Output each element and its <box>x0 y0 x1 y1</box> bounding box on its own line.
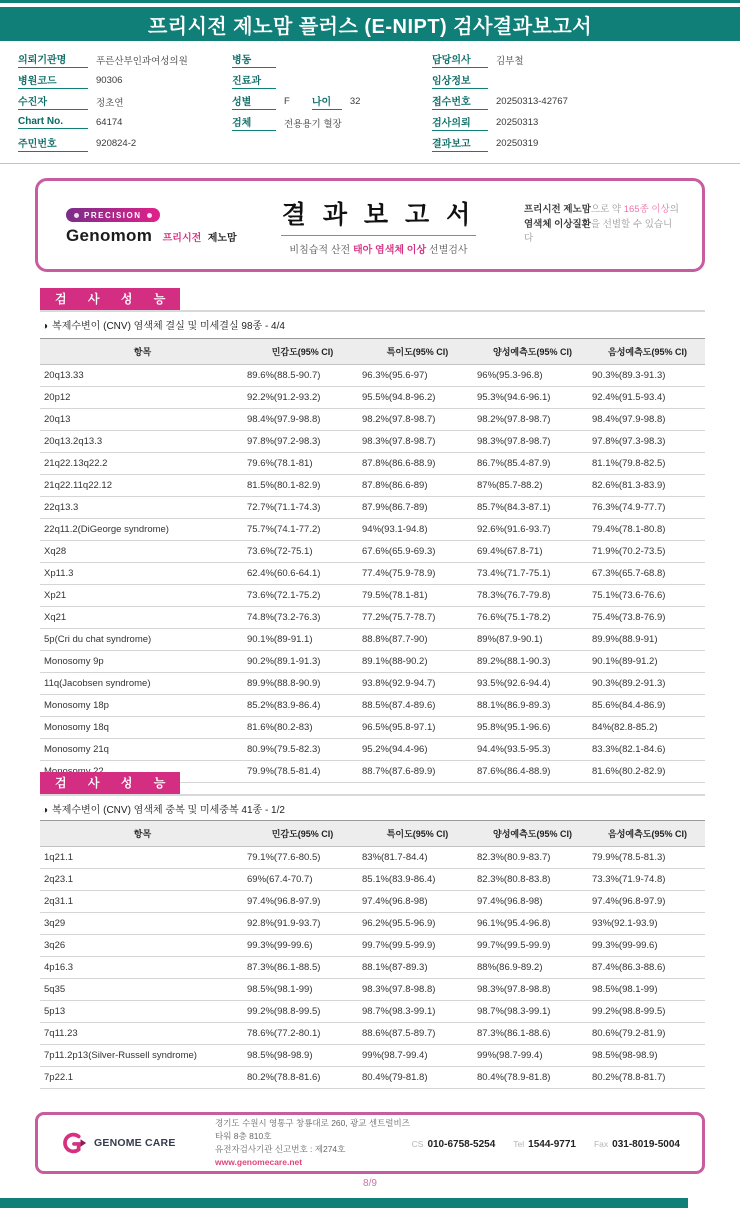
table-cell: 92.8%(91.9-93.7) <box>245 913 360 935</box>
table-cell: 99%(98.7-99.4) <box>475 1045 590 1067</box>
table-row <box>40 453 705 475</box>
table-row <box>40 717 705 739</box>
table-cell: 76.6%(75.1-78.2) <box>475 607 590 629</box>
table-cell: 74.8%(73.2-76.3) <box>245 607 360 629</box>
table-cell: 96%(95.3-96.8) <box>475 365 590 387</box>
address-line-2: 유전자검사기관 신고번호 : 제274호 <box>215 1144 346 1154</box>
column-header: 항목 <box>40 821 245 847</box>
table-cell: Monosomy 21q <box>40 739 245 761</box>
table-cell: 79.1%(77.6-80.5) <box>245 847 360 869</box>
table-row <box>40 935 705 957</box>
badge-dot-icon <box>74 213 79 218</box>
table-cell: 93.8%(92.9-94.7) <box>360 673 475 695</box>
info-row <box>232 112 432 133</box>
bottom-band <box>0 1198 688 1208</box>
table-cell: 80.2%(78.8-81.6) <box>245 1067 360 1089</box>
patient-info-column-1 <box>18 49 232 154</box>
table-cell: 80.9%(79.5-82.3) <box>245 739 360 761</box>
table-cell: 84%(82.8-85.2) <box>590 717 705 739</box>
table-cell: 3q29 <box>40 913 245 935</box>
info-label: 주민번호 <box>18 135 88 152</box>
note-accent: 165종 이상 <box>623 203 670 215</box>
subtitle-accent: 태아 염색체 이상 <box>352 244 427 256</box>
table-cell: 97.4%(96.8-97.9) <box>590 891 705 913</box>
table-cell: 87.6%(86.4-88.9) <box>475 761 590 783</box>
table-cell: 92.2%(91.2-93.2) <box>245 387 360 409</box>
table-row <box>40 563 705 585</box>
subtitle-pre: 비침습적 산전 <box>289 244 353 256</box>
table-row <box>40 629 705 651</box>
table-cell: 79.5%(78.1-81) <box>360 585 475 607</box>
table-cell: 92.4%(91.5-93.4) <box>590 387 705 409</box>
info-value: 32 <box>349 96 361 107</box>
table-cell: 75.4%(73.8-76.9) <box>590 607 705 629</box>
table-cell: 90.2%(89.1-91.3) <box>245 651 360 673</box>
section-label: 검 사 성 능 <box>40 772 180 794</box>
contact-value: 010-6758-5254 <box>427 1139 496 1150</box>
table-cell: 81.5%(80.1-82.9) <box>245 475 360 497</box>
table-row <box>40 1045 705 1067</box>
table-header-row <box>40 821 705 847</box>
info-value: F <box>284 96 290 107</box>
footer-box <box>35 1112 705 1174</box>
table-cell: 98.5%(98-98.9) <box>245 1045 360 1067</box>
table-cell: 99.7%(99.5-99.9) <box>475 935 590 957</box>
table-cell: 77.2%(75.7-78.7) <box>360 607 475 629</box>
table-cell: 89.1%(88-90.2) <box>360 651 475 673</box>
genomom-logo <box>38 205 237 246</box>
table-cell: 98.7%(98.3-99.1) <box>475 1001 590 1023</box>
table-cell: 73.3%(71.9-74.8) <box>590 869 705 891</box>
table-cell: 87.9%(86.7-89) <box>360 497 475 519</box>
result-report-subtitle <box>233 241 524 256</box>
info-value: 20250313-42767 <box>496 96 568 107</box>
table-cell: 7q11.23 <box>40 1023 245 1045</box>
half-circle-icon: ◑ <box>42 321 49 332</box>
info-value: 64174 <box>96 117 123 128</box>
table-cell: 78.6%(77.2-80.1) <box>245 1023 360 1045</box>
patient-info-column-3 <box>432 49 732 154</box>
table-row <box>40 1023 705 1045</box>
contact-label: Fax <box>593 1139 609 1149</box>
table-cell: 79.9%(78.5-81.4) <box>245 761 360 783</box>
table-cell: 67.3%(65.7-68.8) <box>590 563 705 585</box>
info-value: 푸른산부인과여성의원 <box>96 55 188 67</box>
info-value: 90306 <box>96 75 123 86</box>
table-cell: 62.4%(60.6-64.1) <box>245 563 360 585</box>
table-cell: 89.2%(88.1-90.3) <box>475 651 590 673</box>
table-row <box>40 365 705 387</box>
info-value: 20250313 <box>496 117 539 128</box>
page-number: 8/9 <box>363 1178 377 1189</box>
column-header: 특이도(95% CI) <box>360 821 475 847</box>
info-value: 김부철 <box>496 55 524 67</box>
table-row <box>40 1001 705 1023</box>
column-header: 민감도(95% CI) <box>245 339 360 365</box>
table-cell: 20q13 <box>40 409 245 431</box>
table-cell: 99%(98.7-99.4) <box>360 1045 475 1067</box>
column-header: 양성예측도(95% CI) <box>475 821 590 847</box>
table-cell: 99.3%(99-99.6) <box>245 935 360 957</box>
table-cell: 85.7%(84.3-87.1) <box>475 497 590 519</box>
contact-label: CS <box>411 1139 424 1149</box>
table-cell: 98.5%(98-98.9) <box>590 1045 705 1067</box>
table-cell: 95.8%(95.1-96.6) <box>475 717 590 739</box>
brand-line <box>66 225 237 246</box>
table-row <box>40 1067 705 1089</box>
table-cell: 80.4%(78.9-81.8) <box>475 1067 590 1089</box>
table-cell: 97.4%(96.8-97.9) <box>245 891 360 913</box>
info-row <box>432 133 732 154</box>
info-value: 20250319 <box>496 138 539 149</box>
table-cell: 90.1%(89-91.2) <box>590 651 705 673</box>
table-cell: 81.1%(79.8-82.5) <box>590 453 705 475</box>
table-cell: 80.2%(78.8-81.7) <box>590 1067 705 1089</box>
table-row <box>40 519 705 541</box>
report-title: 프리시전 제노맘 플러스 (E-NIPT) 검사결과보고서 <box>147 15 593 38</box>
table-row <box>40 695 705 717</box>
table-cell: 95.5%(94.8-96.2) <box>360 387 475 409</box>
table-cell: Monosomy 9p <box>40 651 245 673</box>
table-cell: 87.4%(86.3-88.6) <box>590 957 705 979</box>
table-cell: 97.4%(96.8-98) <box>360 891 475 913</box>
section-header-1 <box>40 288 705 312</box>
info-row <box>232 91 432 112</box>
table-row <box>40 497 705 519</box>
table-row <box>40 957 705 979</box>
footer-contact <box>412 1134 496 1152</box>
table-cell: 20q13.33 <box>40 365 245 387</box>
patient-info-column-2 <box>232 49 432 154</box>
table-cell: 67.6%(65.9-69.3) <box>360 541 475 563</box>
table-cell: 86.7%(85.4-87.9) <box>475 453 590 475</box>
info-row <box>432 91 732 112</box>
table-row <box>40 847 705 869</box>
table-row <box>40 913 705 935</box>
table-cell: 88%(86.9-89.2) <box>475 957 590 979</box>
footer-address <box>215 1117 412 1170</box>
table-cell: 88.1%(87-89.3) <box>360 957 475 979</box>
result-report-title: 결 과 보 고 서 <box>281 200 476 229</box>
patient-info-section <box>18 49 732 154</box>
table-cell: 11q(Jacobsen syndrome) <box>40 673 245 695</box>
table-cell: Xp21 <box>40 585 245 607</box>
genomecare-logo <box>60 1131 215 1155</box>
column-header: 민감도(95% CI) <box>245 821 360 847</box>
table-cell: 2q31.1 <box>40 891 245 913</box>
table-cell: 89.9%(88.8-90.9) <box>245 673 360 695</box>
table-row <box>40 431 705 453</box>
table-cell: 90.1%(89-91.1) <box>245 629 360 651</box>
table-cell: 21q22.11q22.12 <box>40 475 245 497</box>
table-cell: 76.3%(74.9-77.7) <box>590 497 705 519</box>
result-report-box <box>35 178 705 272</box>
table-cell: 94.4%(93.5-95.3) <box>475 739 590 761</box>
info-value: 전용용기 혈장 <box>284 118 342 130</box>
table-cell: 98.3%(97.8-98.7) <box>360 431 475 453</box>
table-cell: 94%(93.1-94.8) <box>360 519 475 541</box>
column-header: 양성예측도(95% CI) <box>475 339 590 365</box>
column-header: 특이도(95% CI) <box>360 339 475 365</box>
intro-text: 복제수변이 (CNV) 염색체 결실 및 미세결실 98종 - 4/4 <box>52 321 285 332</box>
table-cell: 98.2%(97.8-98.7) <box>360 409 475 431</box>
table-cell: 21q22.13q22.2 <box>40 453 245 475</box>
result-note <box>524 203 702 247</box>
table-cell: 97.8%(97.2-98.3) <box>245 431 360 453</box>
note-plain: 을 선별할 수 있습니다 <box>524 218 673 245</box>
table-row <box>40 541 705 563</box>
table-row <box>40 585 705 607</box>
table-cell: Xq28 <box>40 541 245 563</box>
table-cell: 1q21.1 <box>40 847 245 869</box>
table-cell: 79.4%(78.1-80.8) <box>590 519 705 541</box>
table-cell: 79.9%(78.5-81.3) <box>590 847 705 869</box>
info-row <box>18 133 232 154</box>
table-cell: 80.4%(79-81.8) <box>360 1067 475 1089</box>
table-row <box>40 607 705 629</box>
intro-text: 복제수변이 (CNV) 염색체 중복 및 미세중복 41종 - 1/2 <box>52 805 285 816</box>
table-cell: 98.2%(97.8-98.7) <box>475 409 590 431</box>
info-row <box>18 112 232 133</box>
note-bold: 염색체 이상질환 <box>524 218 591 230</box>
table-row <box>40 891 705 913</box>
table-cell: 97.4%(96.8-98) <box>475 891 590 913</box>
table-cell: 75.1%(73.6-76.6) <box>590 585 705 607</box>
info-row <box>18 49 232 70</box>
table-cell: 88.5%(87.4-89.6) <box>360 695 475 717</box>
table-row <box>40 979 705 1001</box>
address-line-1: 경기도 수원시 영통구 창룡대로 260, 광교 센트럴비즈타워 8층 810호 <box>215 1117 410 1141</box>
contact-value: 1544-9771 <box>528 1139 576 1150</box>
table-cell: 99.2%(98.8-99.5) <box>590 1001 705 1023</box>
report-title-band <box>0 7 740 41</box>
table-cell: 98.4%(97.9-98.8) <box>590 409 705 431</box>
company-name: GENOME CARE <box>94 1137 176 1149</box>
table-cell: 95.3%(94.6-96.1) <box>475 387 590 409</box>
table-cell: 96.3%(95.6-97) <box>360 365 475 387</box>
table-cell: 71.9%(70.2-73.5) <box>590 541 705 563</box>
table-intro-1 <box>42 317 285 332</box>
table-cell: 98.3%(97.8-98.8) <box>360 979 475 1001</box>
table-cell: 88.1%(86.9-89.3) <box>475 695 590 717</box>
result-title-underline <box>281 235 476 236</box>
table-cell: 69.4%(67.8-71) <box>475 541 590 563</box>
table-cell: 90.3%(89.2-91.3) <box>590 673 705 695</box>
contact-label: Tel <box>513 1139 525 1149</box>
table-row <box>40 475 705 497</box>
contact-value: 031-8019-5004 <box>612 1139 680 1150</box>
table-cell: 77.4%(75.9-78.9) <box>360 563 475 585</box>
info-divider <box>0 163 740 164</box>
subtitle-post: 선별검사 <box>426 244 468 256</box>
table-cell: 82.3%(80.8-83.8) <box>475 869 590 891</box>
table-cell: 75.7%(74.1-77.2) <box>245 519 360 541</box>
table-cell: 85.2%(83.9-86.4) <box>245 695 360 717</box>
table-cell: 81.6%(80.2-83) <box>245 717 360 739</box>
table-cell: 5q35 <box>40 979 245 1001</box>
table-cell: 96.1%(95.4-96.8) <box>475 913 590 935</box>
precision-badge <box>66 208 160 222</box>
table-cell: 5p13 <box>40 1001 245 1023</box>
info-value: 920824-2 <box>96 138 137 149</box>
info-label: 진료과 <box>232 72 276 89</box>
table-cell: 22q13.3 <box>40 497 245 519</box>
table-cell: 5p(Cri du chat syndrome) <box>40 629 245 651</box>
table-cell: 96.2%(95.5-96.9) <box>360 913 475 935</box>
note-plain: 으로 약 <box>590 203 624 215</box>
info-label: 의뢰기관명 <box>18 51 88 68</box>
table-cell: 22q11.2(DiGeorge syndrome) <box>40 519 245 541</box>
info-row <box>432 70 732 91</box>
table-cell: 2q23.1 <box>40 869 245 891</box>
column-header: 음성예측도(95% CI) <box>590 339 705 365</box>
info-label: 결과보고 <box>432 135 488 152</box>
footer-contact <box>513 1134 576 1152</box>
table-intro-2 <box>42 801 285 816</box>
info-label: 검사의뢰 <box>432 114 488 131</box>
footer-contact <box>594 1134 680 1152</box>
table-cell: 89%(87.9-90.1) <box>475 629 590 651</box>
table-cell: 87.3%(86.1-88.6) <box>475 1023 590 1045</box>
brand-name-kr: 제노맘 <box>207 232 237 244</box>
table-row <box>40 651 705 673</box>
table-cell: 87%(85.7-88.2) <box>475 475 590 497</box>
table-cell: 3q26 <box>40 935 245 957</box>
column-header: 음성예측도(95% CI) <box>590 821 705 847</box>
footer-contacts <box>412 1134 680 1152</box>
top-divider <box>0 0 740 3</box>
table-cell: 73.6%(72.1-75.2) <box>245 585 360 607</box>
table-cell: 99.7%(99.5-99.9) <box>360 935 475 957</box>
table-cell: Monosomy 18q <box>40 717 245 739</box>
table-row <box>40 869 705 891</box>
table-cell: 72.7%(71.1-74.3) <box>245 497 360 519</box>
brand-name-kr-accent: 프리시전 <box>162 232 202 244</box>
table-cell: 88.8%(87.7-90) <box>360 629 475 651</box>
precision-badge-label: PRECISION <box>84 210 142 220</box>
table-cell: 85.1%(83.9-86.4) <box>360 869 475 891</box>
info-label: 수진자 <box>18 93 88 110</box>
table-cell: 20q13.2q13.3 <box>40 431 245 453</box>
table-cell: 98.4%(97.9-98.8) <box>245 409 360 431</box>
table-cell: 93%(92.1-93.9) <box>590 913 705 935</box>
info-label: 검체 <box>232 114 276 131</box>
table-row <box>40 409 705 431</box>
note-bold: 프리시전 제노맘 <box>524 203 591 215</box>
table-cell: 92.6%(91.6-93.7) <box>475 519 590 541</box>
table-cell: 82.6%(81.3-83.9) <box>590 475 705 497</box>
table-cell: Xq21 <box>40 607 245 629</box>
info-label: 병원코드 <box>18 72 88 89</box>
table-cell: 98.3%(97.8-98.8) <box>475 979 590 1001</box>
table-cell: 87.3%(86.1-88.5) <box>245 957 360 979</box>
table-cell: 78.3%(76.7-79.8) <box>475 585 590 607</box>
table-cell: Xp11.3 <box>40 563 245 585</box>
info-row <box>432 112 732 133</box>
table-cell: 97.8%(97.3-98.3) <box>590 431 705 453</box>
note-plain: 의 <box>669 203 679 215</box>
table-cell: 82.3%(80.9-83.7) <box>475 847 590 869</box>
table-row <box>40 739 705 761</box>
table-cell: Monosomy 18p <box>40 695 245 717</box>
info-row <box>432 49 732 70</box>
genomecare-logo-icon <box>60 1131 88 1155</box>
info-label: 나이 <box>312 93 342 110</box>
table-cell: 79.6%(78.1-81) <box>245 453 360 475</box>
table-cell: 88.7%(87.6-89.9) <box>360 761 475 783</box>
table-cell: 69%(67.4-70.7) <box>245 869 360 891</box>
table-cell: 80.6%(79.2-81.9) <box>590 1023 705 1045</box>
table-header-row <box>40 339 705 365</box>
info-label: 담당의사 <box>432 51 488 68</box>
table-row <box>40 673 705 695</box>
info-value: 정초연 <box>96 97 124 109</box>
table-cell: 87.8%(86.6-88.9) <box>360 453 475 475</box>
table-cell: 98.3%(97.8-98.7) <box>475 431 590 453</box>
info-row <box>232 70 432 91</box>
table-cell: 98.5%(98.1-99) <box>245 979 360 1001</box>
performance-table-deletions <box>40 338 705 783</box>
table-cell: 89.6%(88.5-90.7) <box>245 365 360 387</box>
table-cell: 73.6%(72-75.1) <box>245 541 360 563</box>
badge-dot-icon <box>147 213 152 218</box>
info-label: 접수번호 <box>432 93 488 110</box>
table-cell: 89.9%(88.9-91) <box>590 629 705 651</box>
table-cell: 87.8%(86.6-89) <box>360 475 475 497</box>
info-row <box>18 70 232 91</box>
table-cell: 85.6%(84.4-86.9) <box>590 695 705 717</box>
info-label: 병동 <box>232 51 276 68</box>
table-cell: 99.2%(98.8-99.5) <box>245 1001 360 1023</box>
result-title-block <box>233 195 524 256</box>
website-link[interactable]: www.genomecare.net <box>215 1157 303 1168</box>
info-row <box>232 49 432 70</box>
table-cell: 98.7%(98.3-99.1) <box>360 1001 475 1023</box>
table-cell: 81.6%(80.2-82.9) <box>590 761 705 783</box>
table-cell: 99.3%(99-99.6) <box>590 935 705 957</box>
table-cell: 88.6%(87.5-89.7) <box>360 1023 475 1045</box>
table-cell: 20p12 <box>40 387 245 409</box>
info-row <box>18 91 232 112</box>
table-cell: 73.4%(71.7-75.1) <box>475 563 590 585</box>
table-cell: 7p11.2p13(Silver-Russell syndrome) <box>40 1045 245 1067</box>
section-label: 검 사 성 능 <box>40 288 180 310</box>
column-header: 항목 <box>40 339 245 365</box>
info-label: Chart No. <box>18 116 88 129</box>
table-cell: 83%(81.7-84.4) <box>360 847 475 869</box>
info-label: 성별 <box>232 93 276 110</box>
section-header-2 <box>40 772 705 796</box>
table-cell: 90.3%(89.3-91.3) <box>590 365 705 387</box>
table-cell: 4p16.3 <box>40 957 245 979</box>
table-cell: 96.5%(95.8-97.1) <box>360 717 475 739</box>
performance-table-duplications <box>40 820 705 1089</box>
half-circle-icon: ◑ <box>42 805 49 816</box>
info-label: 임상정보 <box>432 72 488 89</box>
table-cell: 83.3%(82.1-84.6) <box>590 739 705 761</box>
table-cell: 93.5%(92.6-94.4) <box>475 673 590 695</box>
table-cell: 98.5%(98.1-99) <box>590 979 705 1001</box>
table-row <box>40 387 705 409</box>
table-cell: 95.2%(94.4-96) <box>360 739 475 761</box>
brand-name-en: Genomom <box>66 225 153 245</box>
table-cell: 7p22.1 <box>40 1067 245 1089</box>
